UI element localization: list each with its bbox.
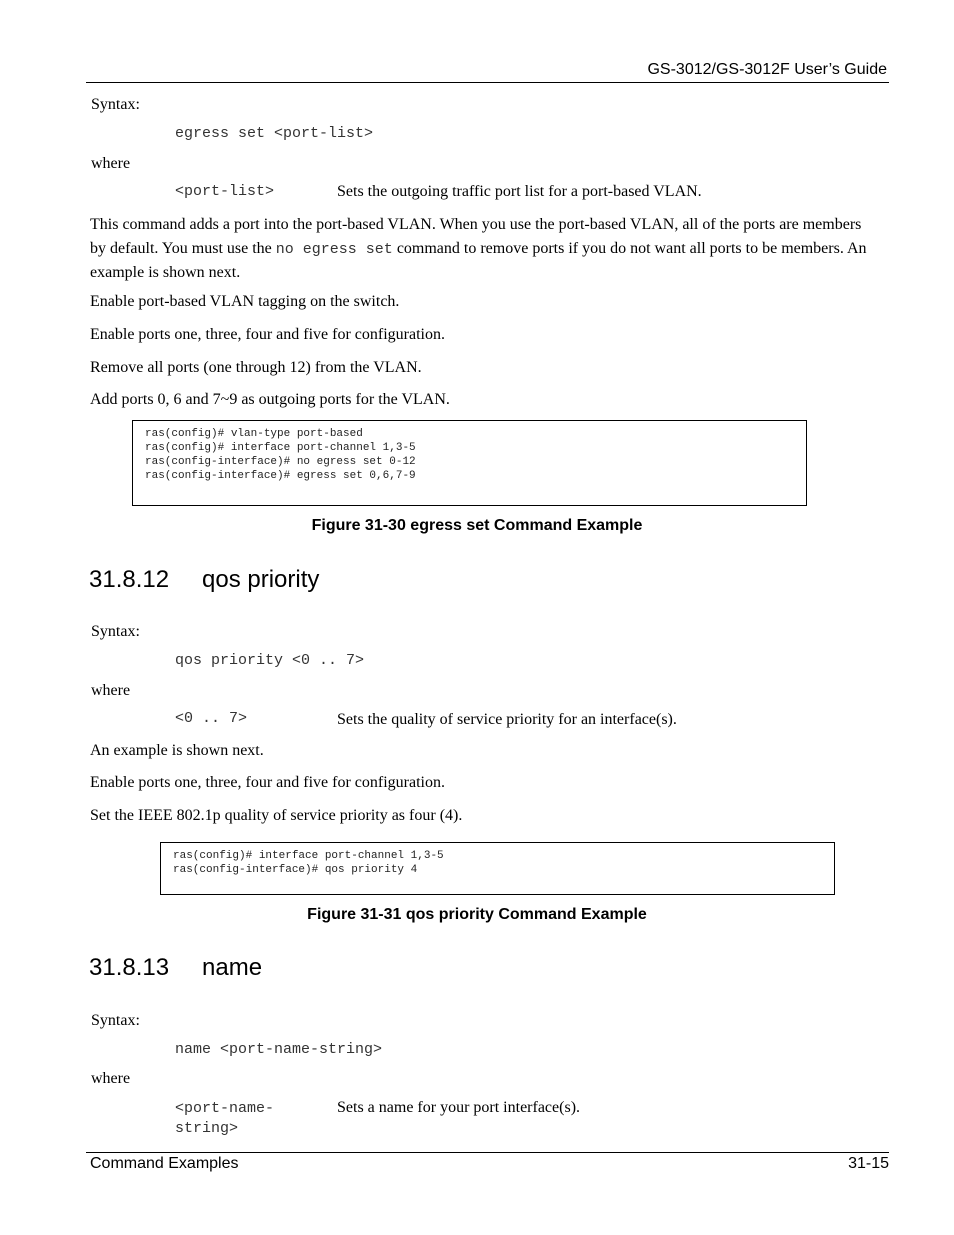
where-label: where [91, 155, 131, 172]
where-label: where [91, 682, 131, 699]
section-title: qos priority [202, 566, 320, 593]
section-number: 31.8.13 [89, 954, 170, 981]
figure-caption: Figure 31-31 qos priority Command Example [307, 906, 647, 923]
parameter-name-line: string> [175, 1120, 239, 1137]
section-number: 31.8.12 [89, 566, 170, 593]
body-paragraph [90, 213, 880, 285]
step-text: Enable port-based VLAN tagging on the switch. [90, 293, 400, 310]
where-label: where [91, 1070, 131, 1087]
step-text: Enable ports one, three, four and five for configuration. [90, 326, 445, 343]
parameter-name: <0 .. 7> [175, 710, 248, 727]
section-heading [89, 954, 263, 982]
step-text: Add ports 0, 6 and 7~9 as outgoing ports for the VLAN. [90, 391, 450, 408]
inline-code: no egress set [275, 240, 393, 258]
body-paragraph: Enable ports one, three, four and five for configuration. [90, 774, 445, 791]
syntax-label: Syntax: [91, 96, 140, 113]
syntax-label: Syntax: [91, 623, 140, 640]
paragraph-text: This command adds a port into the port-based VLAN. When you use the port-based VLAN, all of the ports are members by default. You must use the [90, 216, 862, 257]
parameter-description: Sets the outgoing traffic port list for a port-based VLAN. [337, 183, 702, 200]
footer-chapter: Command Examples [90, 1155, 239, 1172]
syntax-command: egress set <port-list> [175, 125, 374, 142]
code-example-box [132, 420, 807, 506]
parameter-name-line: <port-name- [175, 1100, 275, 1117]
body-paragraph: Set the IEEE 802.1p quality of service priority as four (4). [90, 807, 463, 824]
parameter-name: <port-list> [175, 183, 275, 200]
code-example-box [160, 842, 835, 895]
syntax-command: qos priority <0 .. 7> [175, 652, 365, 669]
parameter-description: Sets the quality of service priority for an interface(s). [337, 711, 677, 728]
footer-rule [86, 1152, 889, 1153]
page-number: 31-15 [848, 1155, 889, 1172]
paragraph-text: command to remove ports if you do not want all ports to be members. An example is shown next. [90, 239, 867, 281]
syntax-label: Syntax: [91, 1012, 140, 1029]
parameter-description: Sets a name for your port interface(s). [337, 1099, 581, 1116]
body-paragraph: An example is shown next. [90, 742, 264, 759]
step-text: Remove all ports (one through 12) from the VLAN. [90, 359, 422, 376]
header-rule [86, 82, 889, 83]
section-title: name [202, 954, 263, 981]
code-listing: ras(config)# vlan-type port-based ras(config)# interface port-channel 1,3-5 ras(config-interface)# no egress set 0-12 ras(config-interface)# egress set 0,6,7-9 [145, 428, 416, 482]
code-listing: ras(config)# interface port-channel 1,3-5 ras(config-interface)# qos priority 4 [173, 850, 444, 876]
syntax-command: name <port-name-string> [175, 1041, 383, 1058]
figure-caption: Figure 31-30 egress set Command Example [311, 517, 643, 534]
parameter-name [175, 1099, 274, 1139]
section-heading [89, 566, 320, 594]
running-header: GS-3012/GS-3012F User’s Guide [647, 61, 887, 78]
